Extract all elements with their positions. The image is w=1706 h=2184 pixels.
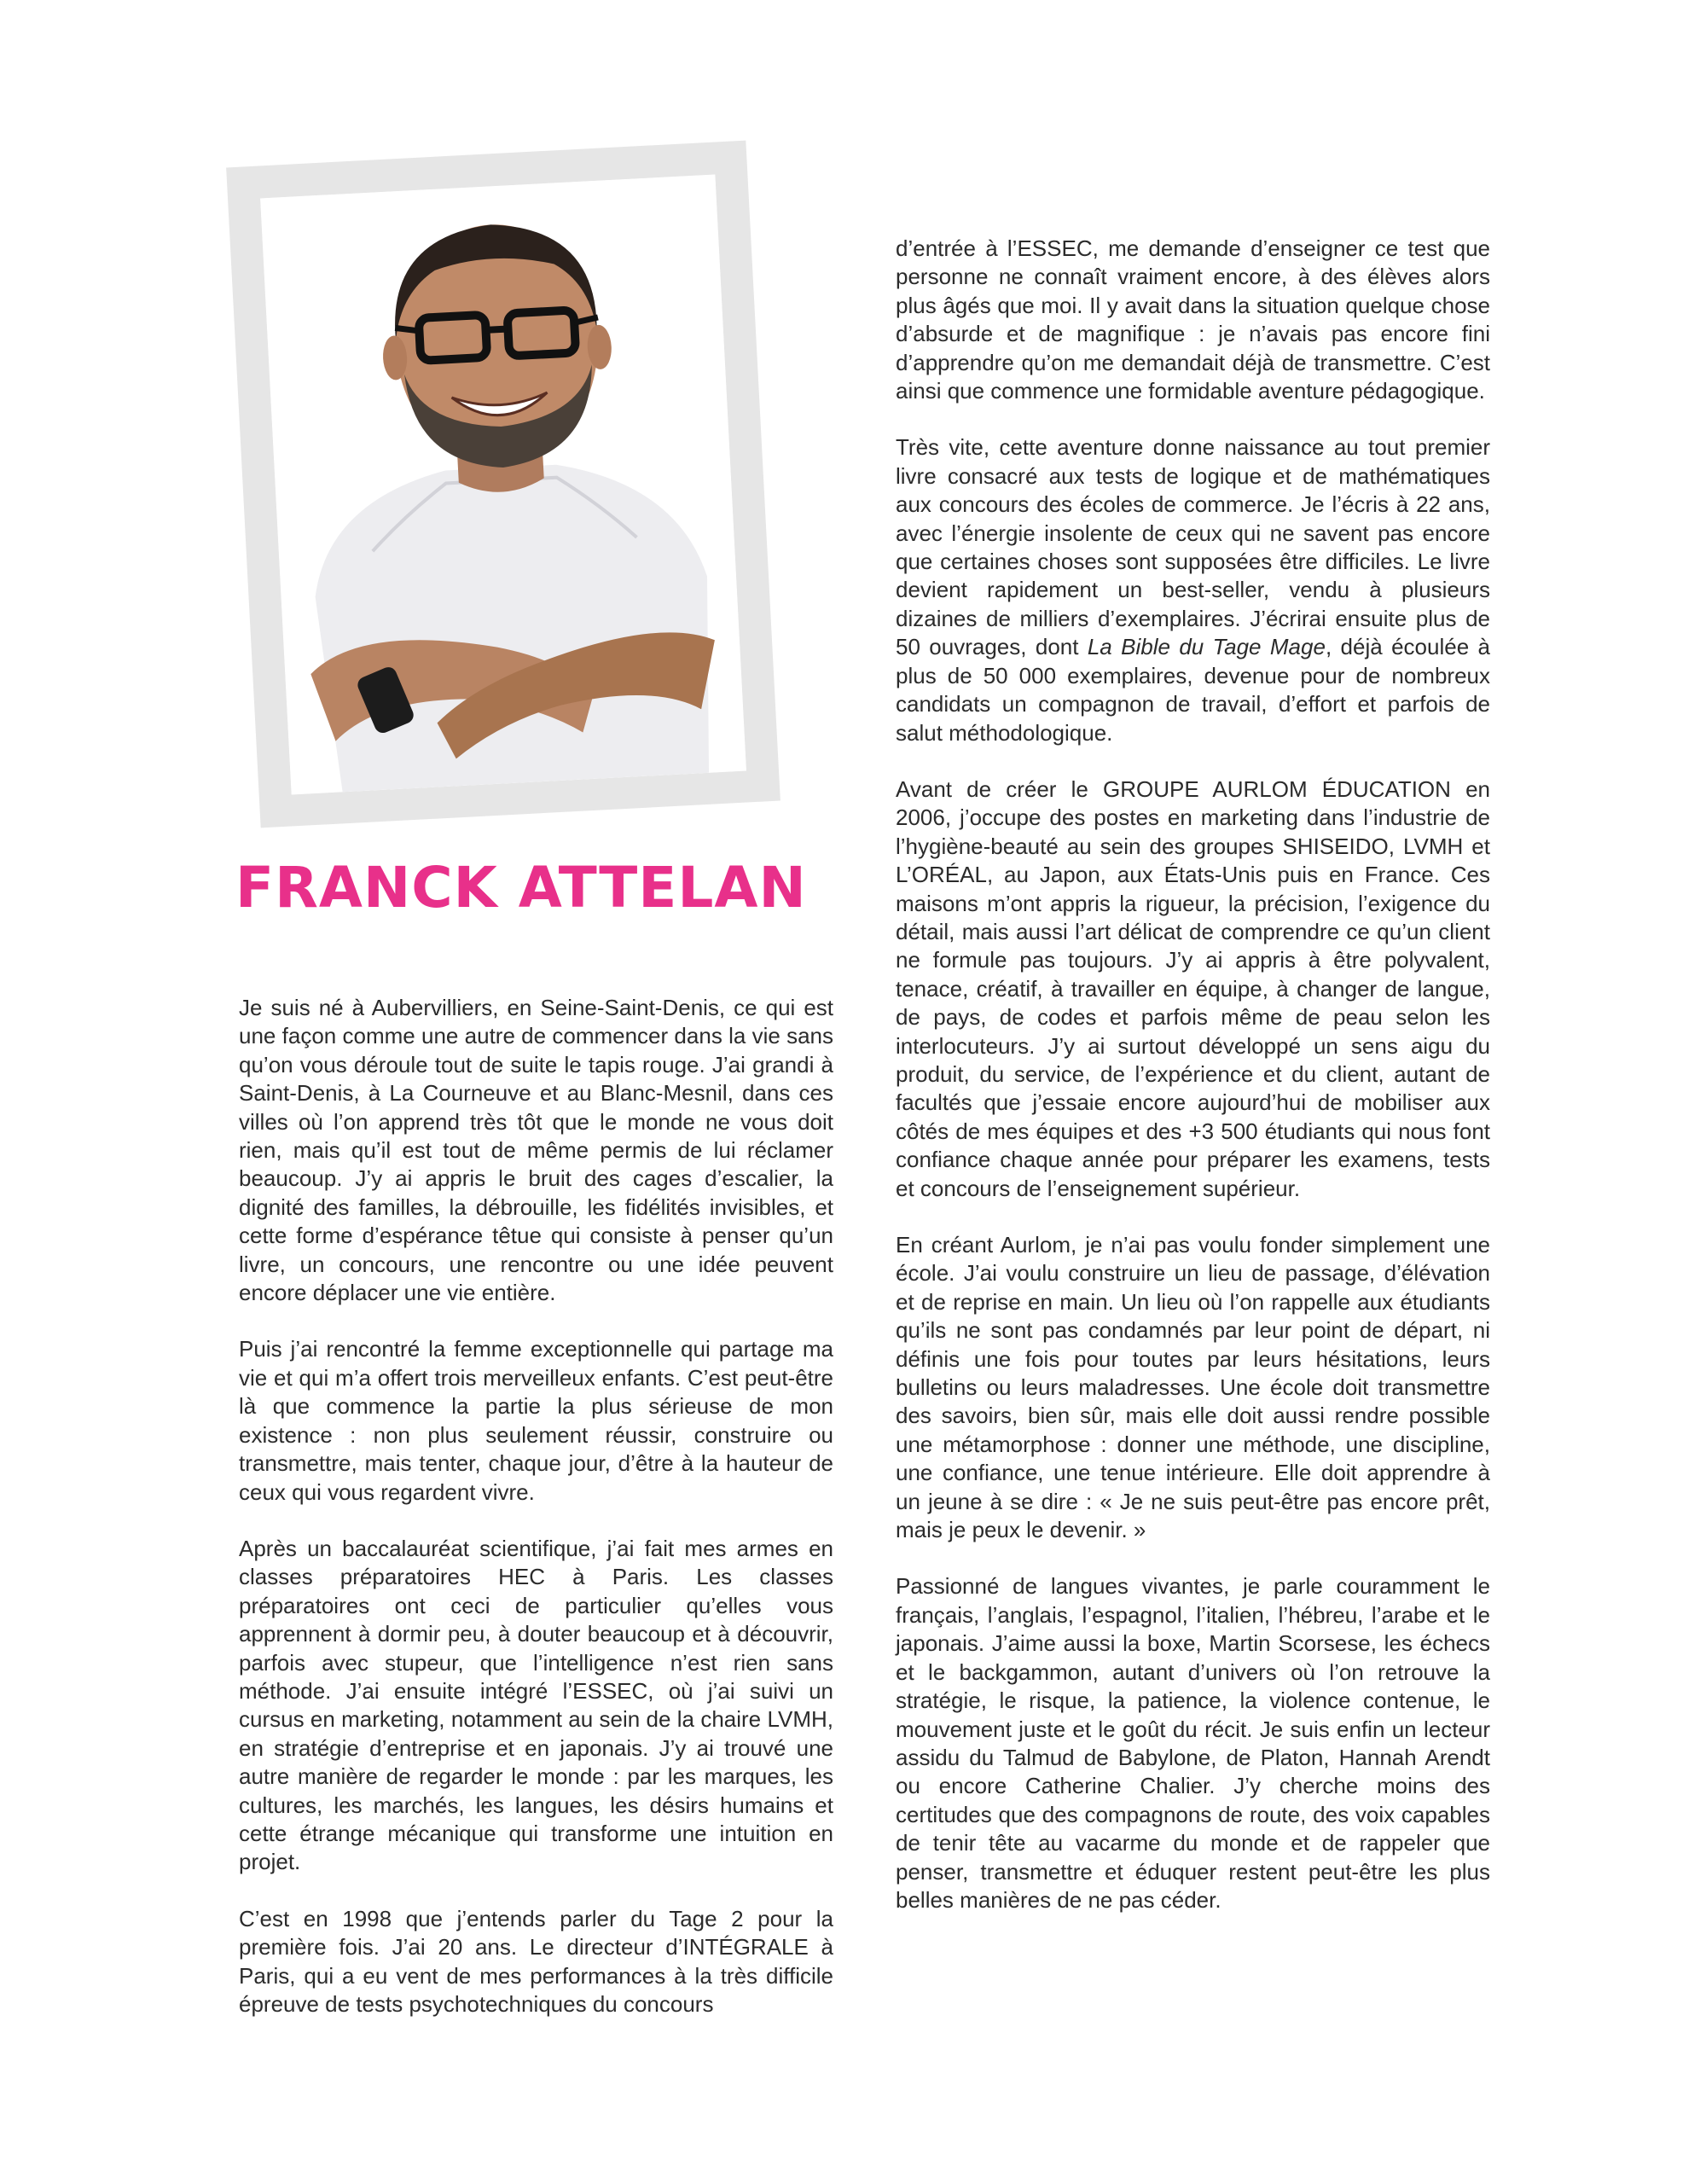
right-text-column: [896, 235, 1490, 1943]
paragraph-origins: Je suis né à Aubervilliers, en Seine-Saint-Denis, ce qui est une façon comme une autre de commencer dans la vie sans qu’on vous déroule tout de suite le tapis rouge. J’ai grandi à Saint-Denis, à La Courneuve et au Blanc-Mesnil, dans ces villes où l’on apprend très tôt que le monde ne vous doit rien, mais qu’il est tout de même permis de lui réclamer beaucoup. J’y ai appris le bruit des cages d’escalier, la dignité des familles, la débrouille, les fidélités invisibles, et cette forme d’espérance têtue qui consiste à penser qu’un livre, un concours, une rencontre ou une idée peuvent encore déplacer une vie entière.: [239, 995, 833, 1306]
first-book-text-before: Très vite, cette aventure donne naissance au tout premier livre consacré aux tests de logique et de mathématiques aux concours des écoles de commerce. Je l’écris à 22 ans, avec l’énergie insolente de ceux qui ne savent pas encore que certaines choses sont supposées être difficiles. Le livre devient rapidement un best-seller, vendu à plusieurs dizaines de milliers d’exemplaires. J’écrirai ensuite plus de 50 ouvrages, dont: [896, 434, 1490, 660]
paragraph-first-book: [896, 433, 1490, 746]
left-text-column: [239, 994, 833, 2047]
paragraph-tage2-start: C’est en 1998 que j’entends parler du Tage 2 pour la première fois. J’ai 20 ans. Le directeur d’INTÉGRALE à Paris, qui a eu vent de mes performances à la très difficile épreuve de tests psychotechniques du concours: [239, 1905, 833, 2017]
paragraph-education: Après un baccalauréat scientifique, j’ai fait mes armes en classes préparatoires HEC à Paris. Les classes préparatoires ont ceci de particulier qu’elles vous apprennent à dormir peu, à douter beaucoup et à découvrir, parfois avec stupeur, que l’intelligence n’est rien sans méthode. J’ai ensuite intégré l’ESSEC, où j’ai suivi un cursus en marketing, notamment au sein de la chaire LVMH, en stratégie d’entreprise et en japonais. J’y ai trouvé une autre manière de regarder le monde : par les marques, les cultures, les marchés, les langues, les désirs humains et cette étrange mécanique qui transforme une intuition en projet.: [239, 1535, 833, 1875]
paragraph-interests: Passionné de langues vivantes, je parle couramment le français, l’anglais, l’espagnol, l’italien, l’hébreu, l’arabe et le japonais. J’aime aussi la boxe, Martin Scorsese, les échecs et le backgammon, autant d’univers où l’on retrouve la stratégie, le risque, la patience, la violence contenue, le mouvement juste et le goût du récit. Je suis enfin un lecteur assidu du Talmud de Babylone, de Platon, Hannah Arendt ou encore Catherine Chalier. J’y cherche moins des certitudes que des compagnons de route, des voix capables de tenir tête au vacarme du monde et de rappeler que penser, transmettre et éduquer restent peut-être les plus belles manières de ne pas céder.: [896, 1573, 1490, 1913]
portrait-illustration: [260, 175, 746, 795]
paragraph-aurlom: En créant Aurlom, je n’ai pas voulu fonder simplement une école. J’ai voulu construire un lieu de passage, d’élévation et de reprise en main. Un lieu où l’on rappelle aux étudiants qu’ils ne sont pas condamnés par leur point de départ, ni définis une fois pour toutes par leurs hésitations, leurs bulletins ou leurs maladresses. Une école doit transmettre des savoirs, bien sûr, mais elle doit aussi rendre possible une métamorphose : donner une méthode, une discipline, une confiance, une tenue intérieure. Elle doit apprendre à un jeune à se dire : « Je ne suis peut-être pas encore prêt, mais je peux le devenir. »: [896, 1232, 1490, 1543]
person-name-heading: FRANCK ATTELAN: [235, 855, 807, 921]
paragraph-essec-teaching: d’entrée à l’ESSEC, me demande d’enseigner ce test que personne ne connaît vraiment encore, à des élèves alors plus âgés que moi. Il y avait dans la situation quelque chose d’absurde et de magnifique : je n’avais pas encore fini d’apprendre qu’on me demandait déjà de transmettre. C’est ainsi que commence une formidable aventure pédagogique.: [896, 235, 1490, 404]
paragraph-marketing-career: Avant de créer le GROUPE AURLOM ÉDUCATION en 2006, j’occupe des postes en marketing dans l’industrie de l’hygiène-beauté au sein des groupes SHISEIDO, LVMH et L’ORÉAL, au Japon, aux États-Unis puis en France. Ces maisons m’ont appris la rigueur, la précision, l’exigence du détail, mais aussi l’art délicat de comprendre ce qu’un client ne formule pas toujours. J’y ai appris à être polyvalent, tenace, créatif, à travailler en équipe, à changer de langue, de pays, de codes et parfois même de peau selon les interlocuteurs. J’y ai surtout développé un sens aigu du produit, du service, de l’expérience et du client, autant de facultés que j’essaie encore aujourd’hui de mobiliser aux côtés de mes équipes et des +3 500 étudiants qui nous font confiance chaque année pour préparer les examens, tests et concours de l’enseignement supérieur.: [896, 775, 1490, 1201]
book-title: La Bible du Tage Mage: [1087, 634, 1326, 660]
first-book-text-after: , déjà écoulée à plus de 50 000 exemplaires, devenue pour de nombreux candidats un compagnon de travail, d’effort et parfois de salut méthodologique.: [896, 634, 1490, 746]
portrait-photo: [260, 175, 746, 795]
photo-frame: [226, 141, 780, 828]
paragraph-family: Puis j’ai rencontré la femme exceptionnelle qui partage ma vie et qui m’a offert trois merveilleux enfants. C’est peut-être là que commence la partie la plus sérieuse de mon existence : non plus seulement réussir, construire ou transmettre, mais tenter, chaque jour, d’être à la hauteur de ceux qui vous regardent vivre.: [239, 1336, 833, 1505]
